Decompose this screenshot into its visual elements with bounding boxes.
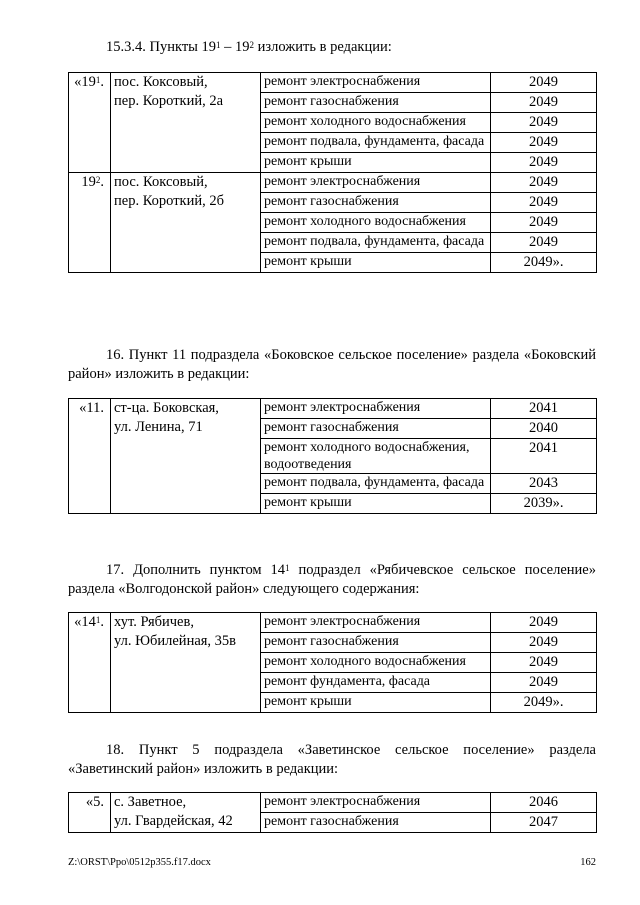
year-cell: 2049	[491, 213, 597, 233]
paragraph-17	[68, 561, 596, 599]
heading-sup-2: 2	[249, 40, 255, 50]
year-cell: 2041	[491, 399, 597, 419]
work-type-cell: ремонт электроснабжения	[261, 613, 491, 633]
table-row	[69, 613, 597, 633]
heading-suffix: изложить в редакции:	[254, 39, 392, 55]
item-number	[69, 613, 111, 713]
year-cell: 2043	[491, 474, 597, 494]
paragraph-16	[68, 346, 596, 384]
item-number-sup: 1	[95, 615, 101, 625]
item-number-suffix: .	[100, 174, 104, 190]
work-type-cell: ремонт фундамента, фасада	[261, 673, 491, 693]
table-row	[69, 399, 597, 419]
item-number	[69, 793, 111, 833]
year-cell: 2049	[491, 653, 597, 673]
paragraph-17-text-b: подраздел «Рябичевское сельское поселение» раздела «Волгодонской район» следующего содержания:	[68, 562, 596, 597]
work-type-cell: ремонт холодного водоснабжения	[261, 653, 491, 673]
work-type-cell: ремонт крыши	[261, 153, 491, 173]
work-type-cell: ремонт газоснабжения	[261, 419, 491, 439]
heading-mid: – 19	[220, 39, 250, 55]
page-footer	[68, 857, 596, 868]
work-type-cell: ремонт подвала, фундамента, фасада	[261, 133, 491, 153]
address-line: пер. Короткий, 2б	[114, 193, 224, 209]
item-number-sup: 1	[95, 75, 101, 85]
table-row	[69, 793, 597, 813]
year-cell: 2047	[491, 813, 597, 833]
address-line: пос. Коксовый,	[114, 174, 208, 190]
address-cell	[111, 613, 261, 713]
table-row	[69, 173, 597, 193]
section-heading	[68, 38, 596, 57]
work-type-cell: ремонт холодного водоснабжения, водоотведения	[261, 439, 491, 474]
year-cell: 2049	[491, 193, 597, 213]
work-type-cell: ремонт газоснабжения	[261, 193, 491, 213]
address-line: ст-ца. Боковская,	[114, 400, 219, 416]
work-type-cell: ремонт холодного водоснабжения	[261, 113, 491, 133]
heading-sup-1: 1	[216, 40, 221, 50]
address-line: пос. Коксовый,	[114, 74, 208, 90]
work-type-cell: ремонт газоснабжения	[261, 93, 491, 113]
work-type-cell: ремонт подвала, фундамента, фасада	[261, 474, 491, 494]
address-line: ул. Ленина, 71	[114, 419, 203, 435]
work-type-cell: ремонт холодного водоснабжения	[261, 213, 491, 233]
year-cell: 2049	[491, 73, 597, 93]
year-cell: 2049».	[491, 693, 597, 713]
item-number-text: «5.	[85, 794, 104, 810]
year-cell: 2049	[491, 613, 597, 633]
address-line: с. Заветное,	[114, 794, 187, 810]
paragraph-16-text: 16. Пункт 11 подраздела «Боковское сельское поселение» раздела «Боковский район» изложить в редакции:	[68, 347, 596, 382]
amendment-table-11	[68, 398, 597, 514]
work-type-cell: ремонт электроснабжения	[261, 399, 491, 419]
work-type-cell: ремонт подвала, фундамента, фасада	[261, 233, 491, 253]
table-row	[69, 73, 597, 93]
heading-prefix: 15.3.4. Пункты 19	[106, 39, 217, 55]
address-cell	[111, 73, 261, 173]
page-number: 162	[580, 857, 596, 868]
amendment-table-5	[68, 792, 597, 833]
work-type-cell: ремонт крыши	[261, 494, 491, 514]
year-cell: 2039».	[491, 494, 597, 514]
year-cell: 2049	[491, 133, 597, 153]
year-cell: 2049».	[491, 253, 597, 273]
item-number-suffix: .	[100, 74, 104, 90]
address-cell	[111, 173, 261, 273]
year-cell: 2049	[491, 113, 597, 133]
work-type-cell: ремонт крыши	[261, 253, 491, 273]
item-number	[69, 399, 111, 514]
item-number-sup: 2	[95, 175, 101, 185]
address-line: пер. Короткий, 2а	[114, 93, 224, 109]
work-type-cell: ремонт электроснабжения	[261, 73, 491, 93]
year-cell: 2049	[491, 233, 597, 253]
paragraph-17-text-a: 17. Дополнить пунктом 14	[106, 562, 286, 578]
paragraph-17-sup: 1	[285, 563, 290, 573]
item-number-suffix: .	[100, 614, 104, 630]
work-type-cell: ремонт электроснабжения	[261, 793, 491, 813]
address-cell	[111, 399, 261, 514]
address-line: ул. Юбилейная, 35в	[114, 633, 237, 649]
item-number-text: «14	[74, 614, 96, 630]
item-number-text: «11.	[79, 400, 104, 416]
paragraph-18-text: 18. Пункт 5 подраздела «Заветинское сельское поселение» раздела «Заветинский район» изложить в редакции:	[68, 742, 596, 777]
year-cell: 2040	[491, 419, 597, 439]
work-type-cell: ремонт электроснабжения	[261, 173, 491, 193]
year-cell: 2049	[491, 633, 597, 653]
item-number	[69, 73, 111, 173]
year-cell: 2046	[491, 793, 597, 813]
work-type-cell: ремонт крыши	[261, 693, 491, 713]
work-type-cell: ремонт газоснабжения	[261, 633, 491, 653]
amendment-table-14	[68, 612, 597, 713]
file-path: Z:\ORST\Ppo\0512p355.f17.docx	[68, 857, 211, 868]
address-cell	[111, 793, 261, 833]
year-cell: 2041	[491, 439, 597, 474]
address-line: хут. Рябичев,	[114, 614, 194, 630]
item-number-text: 19	[81, 174, 96, 190]
work-type-cell: ремонт газоснабжения	[261, 813, 491, 833]
year-cell: 2049	[491, 93, 597, 113]
paragraph-18	[68, 741, 596, 779]
year-cell: 2049	[491, 173, 597, 193]
address-line: ул. Гвардейская, 42	[114, 813, 233, 829]
item-number	[69, 173, 111, 273]
item-number-text: «19	[74, 74, 96, 90]
year-cell: 2049	[491, 673, 597, 693]
amendment-table-19	[68, 72, 597, 273]
year-cell: 2049	[491, 153, 597, 173]
